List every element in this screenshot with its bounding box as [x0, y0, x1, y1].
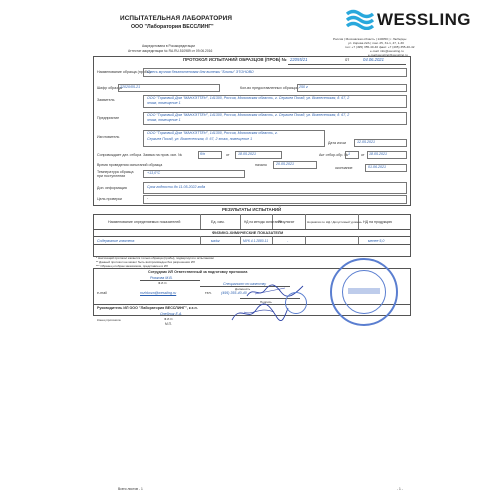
manufacturer-value-2: Сергиев Посад, ул. Вознесенская, д. 67, 2 этаж, помещение 1 [147, 137, 253, 141]
cipher-label: Шифр образца [97, 86, 122, 90]
note-line-2: ** Данный протокол не может быть воспроизведен без разрешения ИЛ [96, 260, 195, 264]
col-header-norm: Норматив по НД / Допустимый уровень [307, 220, 362, 224]
wessling-wave-icon [345, 8, 375, 30]
sample-name-value: Смесь мучная безглютеновая для выпечки "Блины" ЭТОНОВО [147, 70, 254, 74]
address-line-2: ул. Кирова 22А | пом. 25, 31-1, 47, 1-30 [348, 41, 404, 45]
act-from-label: от [361, 153, 365, 157]
applicant-value-2: этаж, помещение 1 [147, 101, 181, 105]
end-label: Конец протокола [97, 318, 121, 322]
act-date: 18.05.2021 [369, 152, 387, 156]
row-method: МУК 4.1.2880-11 [243, 239, 269, 243]
row-unit: мг/кг [211, 239, 220, 243]
employee-name-label: Ф.И.О. [158, 281, 168, 285]
email-label: e-mail [97, 291, 107, 295]
employee-position: Специалист по качеству [223, 282, 266, 286]
address-line-3: тел: +7 (495) 355-40-40 факс: +7 (495) 355-40-42 [345, 45, 415, 49]
note-line-1: * Настоящий протокол касается только образца (пробы), подвергнутого испытаниям [96, 256, 214, 260]
employee-title: Сотрудник ИЛ Ответственный за подготовку протокола [148, 270, 248, 274]
manufacturer-label: Изготовитель [97, 135, 120, 139]
protocol-date: 04.06.2021 [363, 57, 384, 62]
extra-info-label: Доп. информация [97, 186, 127, 190]
employee-email: rozhkova@wessling.ru [140, 291, 177, 295]
employee-name: Рожкова М.В. [150, 276, 173, 280]
head-signature [230, 302, 290, 324]
temp-value: +13,0°С [147, 171, 161, 175]
col-header-result: Результат [278, 220, 295, 224]
received-qty-field [297, 84, 407, 92]
protocol-from-label: от [345, 57, 350, 62]
manufacture-date-value: 12.05.2021 [357, 140, 375, 144]
note-line-3: *** Образец отобран заказчиком, представлен в ИЛ [96, 264, 168, 268]
manufacturer-value-1: ООО "Торговый Дом "МАНХЭТТЕН", 141300, Россия, Московская область, г. [147, 131, 278, 135]
applicant-label: Заявитель [97, 98, 115, 102]
lab-title: ИСПЫТАТЕЛЬНАЯ ЛАБОРАТОРИЯ [120, 15, 233, 22]
purpose-label: Цель проверки [97, 197, 122, 201]
row-name: Содержание глютена [97, 239, 135, 243]
col-header-method: НД на методы испытаний [244, 220, 282, 224]
act-label: Акт отбор.обр. № [319, 153, 349, 157]
test-end-label: окончание [335, 166, 353, 170]
sheets-label: Всего листов - 1 [118, 487, 143, 491]
col-header-unit: Ед. изм. [211, 220, 225, 224]
lab-subtitle: ООО "Лаборатория ВЕССЛИНГ" [131, 24, 214, 30]
page-label: - 1 - [397, 487, 403, 491]
subsection-title: ФИЗИКО-ХИМИЧЕСКИЕ ПОКАЗАТЕЛИ [212, 231, 284, 235]
test-end: 01.06.2021 [368, 165, 386, 169]
applicant-value-1: ООО "Торговый Дом "МАНХЭТТЕН", 141300, Россия, Московская область, г. Сергиев Посад, ул. Вознесенская, д. 67, 2 [147, 96, 350, 100]
col-header-name: Наименование определяемых показателей [108, 220, 181, 224]
phone-label: тел. [205, 291, 212, 295]
test-time-label: Время проведения испытаний образца [97, 163, 163, 167]
request-from-label: от [226, 153, 230, 157]
producer-value-2: этаж, помещение 1 [147, 118, 181, 122]
request-date: 18.05.2021 [238, 152, 256, 156]
employee-position-label: Должность [235, 287, 251, 291]
accompany-value: Заявка на пров. исп. № [143, 153, 183, 157]
row-norm: менее 5,0 [368, 239, 385, 243]
employee-phone: (495) 355-40-40 [221, 291, 247, 295]
cipher-value: 22020/05-21 [120, 85, 141, 89]
test-start: 20.05.2021 [276, 162, 294, 166]
purpose-field [143, 195, 407, 204]
sample-name-label: Наименование образца (пробы) [97, 70, 151, 74]
test-start-label: начало [255, 163, 267, 167]
received-qty-label: Кол-во предоставленных образцов [240, 86, 299, 90]
extra-info-value: Срок годности до 11.05.2022 года [147, 185, 206, 189]
act-no: 1 [348, 152, 350, 156]
lab-stamp [330, 258, 398, 326]
results-title: РЕЗУЛЬТАТЫ ИСПЫТАНИЙ [222, 207, 282, 212]
logo-text: WESSLING [377, 10, 471, 29]
wessling-logo [345, 7, 475, 33]
address-line-4: e-mail: info@wessling.ru [370, 49, 404, 53]
head-title: Руководитель ИЛ ООО "Лаборатория ВЕССЛИНГ", к.х.н. [97, 306, 198, 310]
request-no: б/н [200, 152, 205, 156]
head-name: Олейник Е.А. [160, 312, 183, 316]
producer-value-1: ООО "Торговый Дом "МАНХЭТТЕН", 141300, Россия, Московская область, г. Сергиев Посад, ул. Вознесенская, д. 67, 2 [147, 113, 350, 117]
col-header-product-nd: НД на продукцию [363, 220, 393, 224]
manufacture-date-label: Дата изг.ки [328, 141, 347, 145]
address-line-5: e-mail:wessling@wessling.ru [368, 53, 408, 57]
received-qty-value: 250 г [299, 85, 308, 89]
title-underline [288, 64, 406, 65]
purpose-value: - [147, 196, 149, 200]
stamp-label: М.П. [165, 322, 172, 326]
temp-label-1: Температура образца [97, 170, 134, 174]
producer-label: Предприятие [97, 116, 120, 120]
row-result: - [287, 239, 289, 243]
temp-label-2: при поступлении [97, 174, 126, 178]
protocol-number: 22055/21 [290, 57, 308, 62]
small-stamp [285, 292, 307, 314]
address-line-1: Россия | Московская область | 140050 | г. Люберцы [333, 37, 407, 41]
protocol-title: ПРОТОКОЛ ИСПЫТАНИЙ ОБРАЗЦОВ (ПРОБ) № [183, 57, 287, 62]
signature-label: Подпись [260, 300, 272, 304]
head-name-label: Ф.И.О. [164, 317, 174, 321]
accreditation-line-2: Аттестат аккредитации № RA.RU.510989 от 09.06.2016 [128, 49, 213, 53]
accompany-label: Сопровождает дат. отбора [97, 153, 142, 157]
accreditation-line-1: Аккредитована в Росаккредитации [142, 44, 196, 48]
